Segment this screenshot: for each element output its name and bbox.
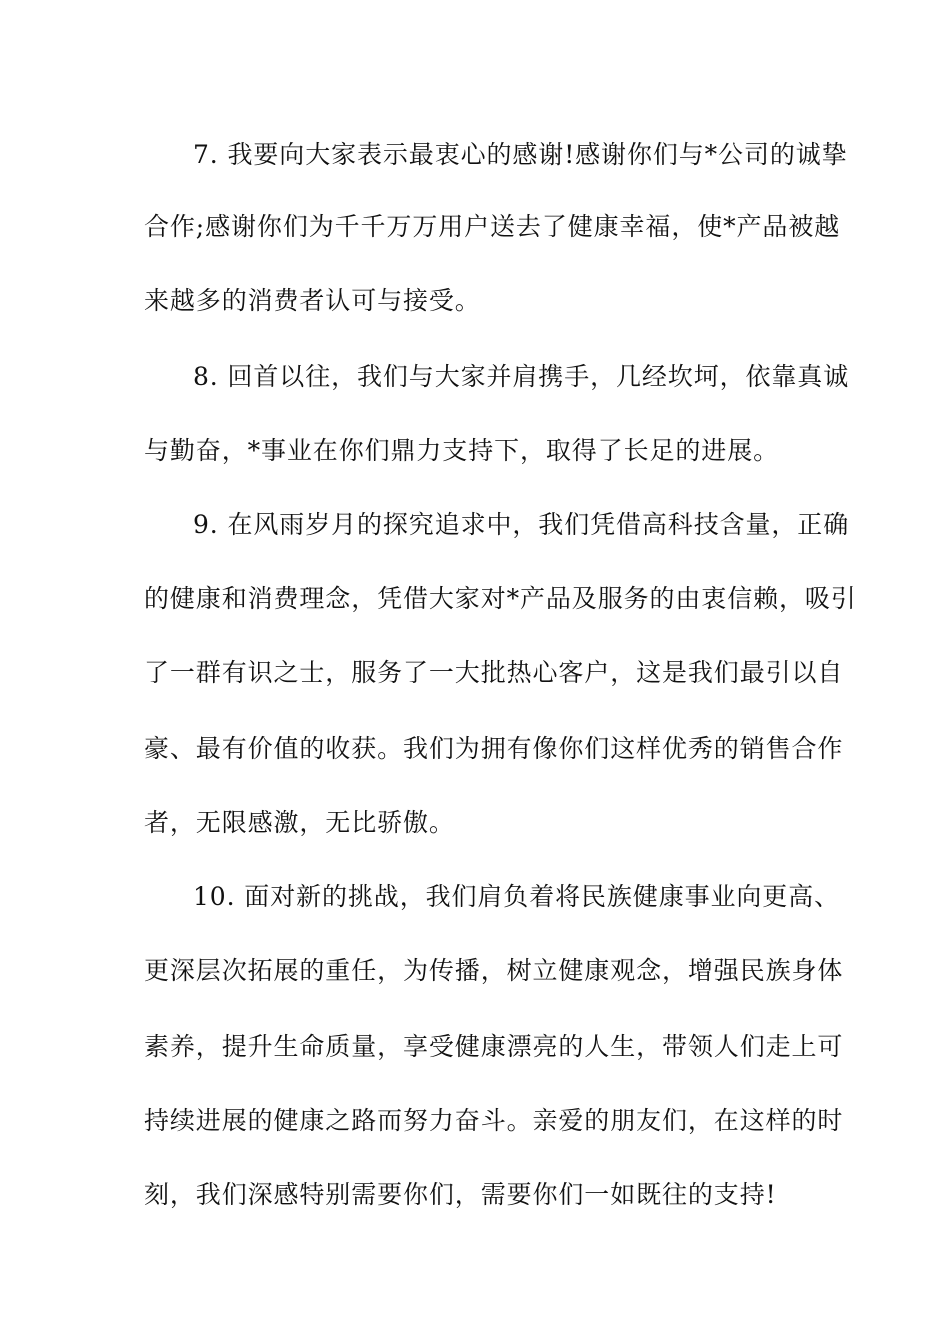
paragraph-9-line-3: 了一群有识之士，服务了一大批热心客户，这是我们最引以自 (144, 658, 844, 687)
paragraph-10-line-2: 更深层次拓展的重任，为传播，树立健康观念，增强民族身体 (144, 956, 844, 985)
paragraph-7-line-1: 7. 我要向大家表示最衷心的感谢!感谢你们与*公司的诚挚 (193, 140, 848, 169)
paragraph-10-line-3: 素养，提升生命质量，享受健康漂亮的人生，带领人们走上可 (144, 1032, 844, 1061)
paragraph-10-line-5: 刻，我们深感特别需要你们，需要你们一如既往的支持! (144, 1180, 777, 1209)
paragraph-9-line-1: 9. 在风雨岁月的探究追求中，我们凭借高科技含量，正确 (193, 510, 850, 539)
paragraph-8-line-1: 8. 回首以往，我们与大家并肩携手，几经坎坷，依靠真诚 (193, 362, 850, 391)
paragraph-10-line-1: 10. 面对新的挑战，我们肩负着将民族健康事业向更高、 (193, 882, 841, 911)
paragraph-7-line-2: 合作;感谢你们为千千万万用户送去了健康幸福，使*产品被越 (144, 212, 841, 241)
paragraph-8-line-2: 与勤奋，*事业在你们鼎力支持下，取得了长足的进展。 (144, 436, 780, 465)
paragraph-7-line-3: 来越多的消费者认可与接受。 (144, 286, 481, 315)
paragraph-10-line-4: 持续进展的健康之路而努力奋斗。亲爱的朋友们，在这样的时 (144, 1106, 844, 1135)
paragraph-9-line-2: 的健康和消费理念，凭借大家对*产品及服务的由衷信赖，吸引 (144, 584, 857, 613)
paragraph-9-line-5: 者，无限感激，无比骄傲。 (144, 808, 455, 837)
paragraph-9-line-4: 豪、最有价值的收获。我们为拥有像你们这样优秀的销售合作 (144, 734, 844, 763)
